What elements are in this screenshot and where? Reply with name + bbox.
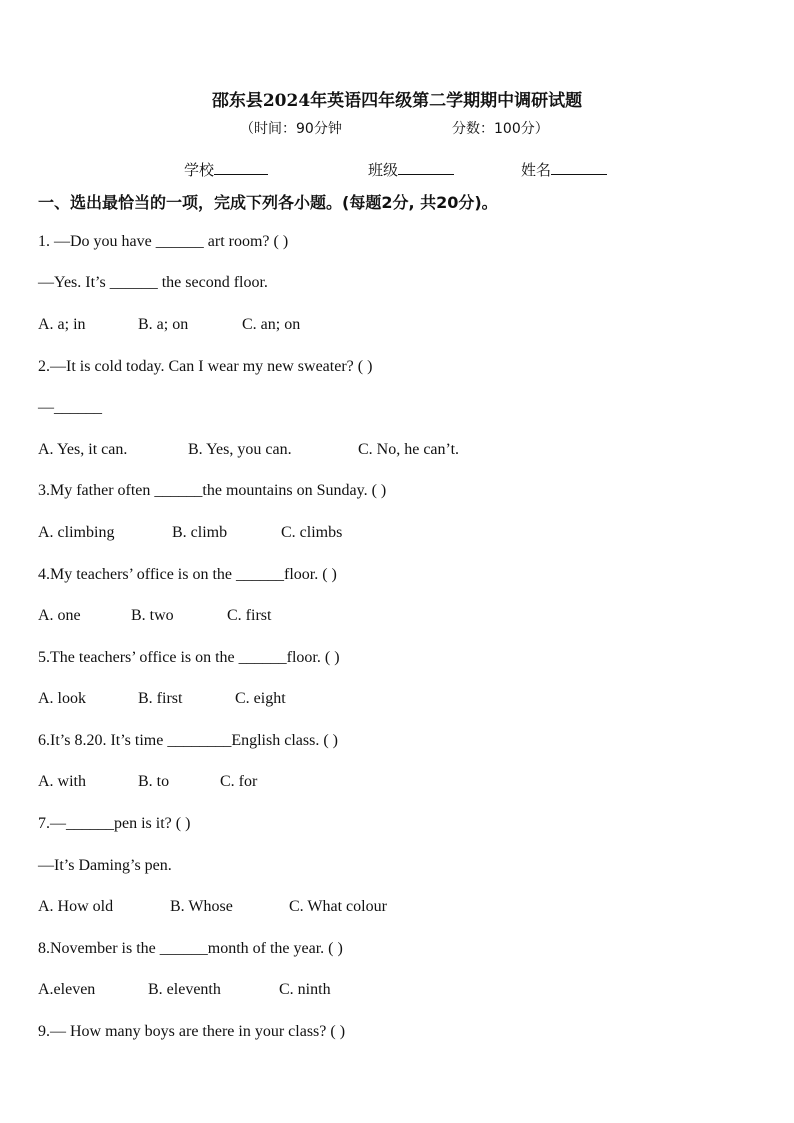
option-c[interactable]: C. ninth <box>279 981 331 998</box>
name-label: 姓名 <box>521 161 552 179</box>
option-b[interactable]: B. to <box>138 773 170 790</box>
school-blank[interactable] <box>214 160 268 175</box>
class-field <box>368 159 454 180</box>
option-b[interactable]: B. climb <box>172 524 228 541</box>
option-b[interactable]: B. eleventh <box>148 981 221 998</box>
exam-time: （时间：90分钟 <box>240 121 342 137</box>
option-a[interactable]: A. Yes, it can. <box>38 441 128 458</box>
question-line: 3.My father often ______the mountains on Sunday. ( ) <box>38 482 387 499</box>
option-a[interactable]: A. How old <box>38 898 114 915</box>
option-c[interactable]: C. an; on <box>242 316 301 333</box>
section-heading: 一、选出最恰当的一项，完成下列各小题。(每题2分, 共20分)。 <box>38 193 498 212</box>
option-c[interactable]: C. No, he can’t. <box>358 441 460 458</box>
option-b[interactable]: B. Whose <box>170 898 233 915</box>
option-a[interactable]: A. with <box>38 773 86 790</box>
question-line: —Yes. It’s ______ the second floor. <box>38 274 268 291</box>
class-label: 班级 <box>368 161 399 179</box>
option-b[interactable]: B. first <box>138 690 183 707</box>
option-c[interactable]: C. What colour <box>289 898 387 915</box>
option-c[interactable]: C. climbs <box>281 524 343 541</box>
option-c[interactable]: C. for <box>220 773 258 790</box>
name-field <box>521 159 607 180</box>
page-title: 邵东县2024年英语四年级第二学期期中调研试题 <box>211 91 583 111</box>
school-field <box>184 159 268 180</box>
school-label: 学校 <box>184 161 215 179</box>
option-b[interactable]: B. Yes, you can. <box>188 441 292 458</box>
question-line: 8.November is the ______month of the year. ( ) <box>38 940 343 957</box>
option-b[interactable]: B. two <box>131 607 174 624</box>
question-line: —It’s Daming’s pen. <box>38 857 172 874</box>
class-blank[interactable] <box>398 160 454 175</box>
question-line: 2.—It is cold today. Can I wear my new sweater? ( ) <box>38 358 373 375</box>
option-b[interactable]: B. a; on <box>138 316 189 333</box>
question-line: 5.The teachers’ office is on the ______floor. ( ) <box>38 649 340 666</box>
question-line: 6.It’s 8.20. It’s time ________English class. ( ) <box>38 732 338 749</box>
question-line: 9.— How many boys are there in your class? ( ) <box>38 1023 346 1040</box>
option-a[interactable]: A.eleven <box>38 981 96 998</box>
name-blank[interactable] <box>551 160 607 175</box>
question-line: —______ <box>38 399 102 416</box>
exam-score: 分数：100分） <box>452 121 549 137</box>
option-c[interactable]: C. eight <box>235 690 286 707</box>
option-a[interactable]: A. climbing <box>38 524 115 541</box>
option-a[interactable]: A. one <box>38 607 81 624</box>
question-line: 1. —Do you have ______ art room? ( ) <box>38 233 289 250</box>
option-a[interactable]: A. look <box>38 690 86 707</box>
option-a[interactable]: A. a; in <box>38 316 86 333</box>
option-c[interactable]: C. first <box>227 607 272 624</box>
question-line: 4.My teachers’ office is on the ______floor. ( ) <box>38 566 337 583</box>
question-line: 7.—______pen is it? ( ) <box>38 815 191 832</box>
